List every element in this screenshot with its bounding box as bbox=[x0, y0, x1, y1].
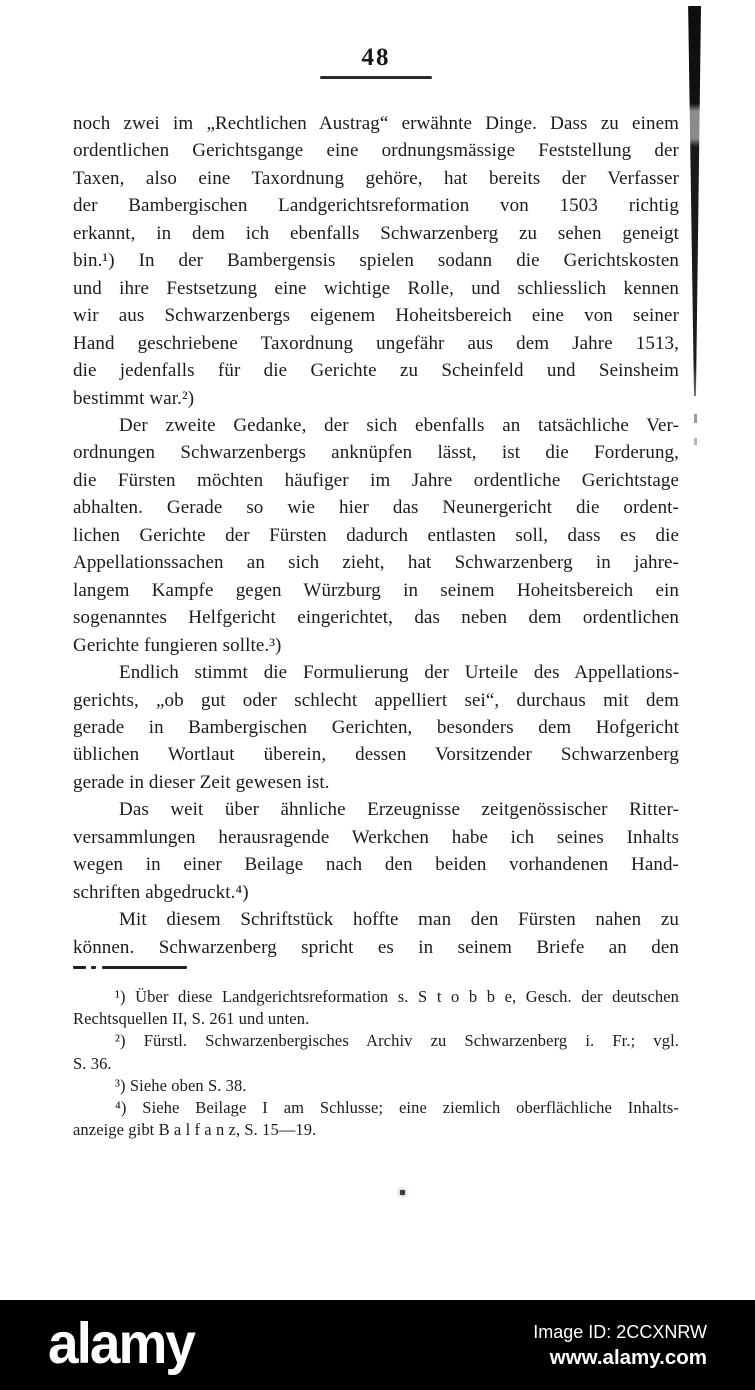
scan-artifact-dash bbox=[694, 414, 697, 423]
separator-dash-icon bbox=[91, 966, 96, 969]
text-line: Appellationssachen an sich zieht, hat Schwarzenberg in jahre- bbox=[73, 552, 679, 574]
footnote bbox=[73, 1030, 679, 1074]
text-line: noch zwei im „Rechtlichen Austrag“ erwähnte Dinge. Dass zu einem bbox=[73, 113, 679, 134]
page-number: 48 bbox=[361, 44, 391, 71]
paragraph bbox=[73, 796, 679, 906]
footnote-line: Rechtsquellen II, S. 261 und unten. bbox=[73, 1009, 310, 1029]
text-line: versammlungen herausragende Werkchen habe ich seines Inhalts bbox=[73, 826, 679, 848]
footnote-line: anzeige gibt B a l f a n z, S. 15—19. bbox=[73, 1120, 317, 1140]
text-line: können. Schwarzenberg spricht es in seinem Briefe an den bbox=[73, 936, 679, 958]
footnotes-block bbox=[73, 986, 679, 1141]
footnote bbox=[73, 1097, 679, 1141]
text-line: Gerichte fungieren sollte.³) bbox=[73, 634, 282, 656]
text-line: sogenanntes Helfgericht eingerichtet, das neben dem ordentlichen bbox=[73, 607, 679, 629]
paragraph bbox=[73, 110, 679, 412]
scan-dot bbox=[400, 1190, 405, 1195]
text-line: langem Kampfe gegen Würzburg in seinem Hoheitsbereich ein bbox=[73, 579, 679, 601]
separator-dash-icon bbox=[73, 966, 86, 969]
text-line: ordentlichen Gerichtsgange eine ordnungsmässige Feststellung der bbox=[73, 140, 679, 162]
text-line: bestimmt war.²) bbox=[73, 387, 195, 409]
watermark-bar bbox=[0, 1300, 755, 1390]
text-line: erkannt, in dem ich ebenfalls Schwarzenberg zu sehen geneigt bbox=[73, 222, 679, 244]
text-line: und ihre Festsetzung eine wichtige Rolle, und schliesslich kennen bbox=[73, 277, 679, 299]
text-line: lichen Gerichte der Fürsten dadurch entlasten soll, dass es die bbox=[73, 524, 679, 546]
text-line: üblichen Wortlaut überein, dessen Vorsitzender Schwarzenberg bbox=[73, 744, 679, 766]
footnote-separator bbox=[73, 966, 273, 970]
text-line: Taxen, also eine Taxordnung gehöre, hat bereits der Verfasser bbox=[73, 167, 679, 189]
text-line: schriften abgedruckt.⁴) bbox=[73, 881, 249, 903]
text-line: Mit diesem Schriftstück hoffte man den Fürsten nahen zu bbox=[119, 909, 679, 931]
text-line: abhalten. Gerade so wie hier das Neunergericht die ordent- bbox=[73, 497, 679, 519]
text-line: wir aus Schwarzenbergs eigenem Hoheitsbereich eine von seiner bbox=[73, 305, 679, 327]
footnote-line: ³) Siehe oben S. 38. bbox=[115, 1075, 247, 1095]
text-block bbox=[73, 110, 679, 961]
footnote bbox=[73, 986, 679, 1030]
footnote-line: ¹) Über diese Landgerichtsreformation s. S t o b b e, Gesch. der deutschen bbox=[115, 987, 679, 1006]
text-line: gerade in Bambergischen Gerichten, besonders dem Hofgericht bbox=[73, 716, 679, 738]
text-line: die Fürsten möchten häufiger im Jahre ordentliche Gerichtstage bbox=[73, 469, 679, 491]
text-line: wegen in einer Beilage nach den beiden vorhandenen Hand- bbox=[73, 854, 679, 876]
text-line: Endlich stimmt die Formulierung der Urteile des Appellations- bbox=[119, 662, 679, 684]
text-line: Hand geschriebene Taxordnung ungefähr aus dem Jahre 1513, bbox=[73, 332, 679, 354]
page-header bbox=[73, 44, 679, 79]
footnote bbox=[73, 1075, 679, 1097]
text-line: bin.¹) In der Bambergensis spielen sodann die Gerichtskosten bbox=[73, 250, 679, 272]
alamy-logo: alamy bbox=[48, 1309, 194, 1376]
text-line: die jedenfalls für die Gerichte zu Scheinfeld und Seinsheim bbox=[73, 360, 679, 382]
scan-artifact-right bbox=[687, 6, 701, 396]
text-line: ordnungen Schwarzenbergs anknüpfen lässt, ist die Forderung, bbox=[73, 442, 679, 464]
text-line: gerichts, „ob gut oder schlecht appelliert sei“, durchaus mit dem bbox=[73, 689, 679, 711]
footnote-line: S. 36. bbox=[73, 1053, 112, 1073]
alamy-url: www.alamy.com bbox=[549, 1345, 707, 1369]
page-number-rule bbox=[320, 76, 432, 79]
footnote-line: ⁴) Siehe Beilage I am Schlusse; eine ziemlich oberflächliche Inhalts- bbox=[115, 1098, 679, 1118]
image-id-text: Image ID: 2CCXNRW bbox=[533, 1321, 707, 1342]
text-line: Der zweite Gedanke, der sich ebenfalls an tatsächliche Ver- bbox=[119, 414, 679, 436]
watermark-info bbox=[533, 1320, 707, 1371]
text-line: Das weit über ähnliche Erzeugnisse zeitgenössischer Ritter- bbox=[119, 799, 679, 821]
text-line: gerade in dieser Zeit gewesen ist. bbox=[73, 771, 330, 793]
paragraph bbox=[73, 906, 679, 961]
scan-artifact-dash bbox=[694, 438, 697, 445]
text-line: der Bambergischen Landgerichtsreformation von 1503 richtig bbox=[73, 195, 679, 217]
footnote-line: ²) Fürstl. Schwarzenbergisches Archiv zu Schwarzenberg i. Fr.; vgl. bbox=[115, 1031, 679, 1051]
separator-dash-icon bbox=[102, 966, 187, 969]
paragraph bbox=[73, 659, 679, 796]
paragraph bbox=[73, 412, 679, 659]
